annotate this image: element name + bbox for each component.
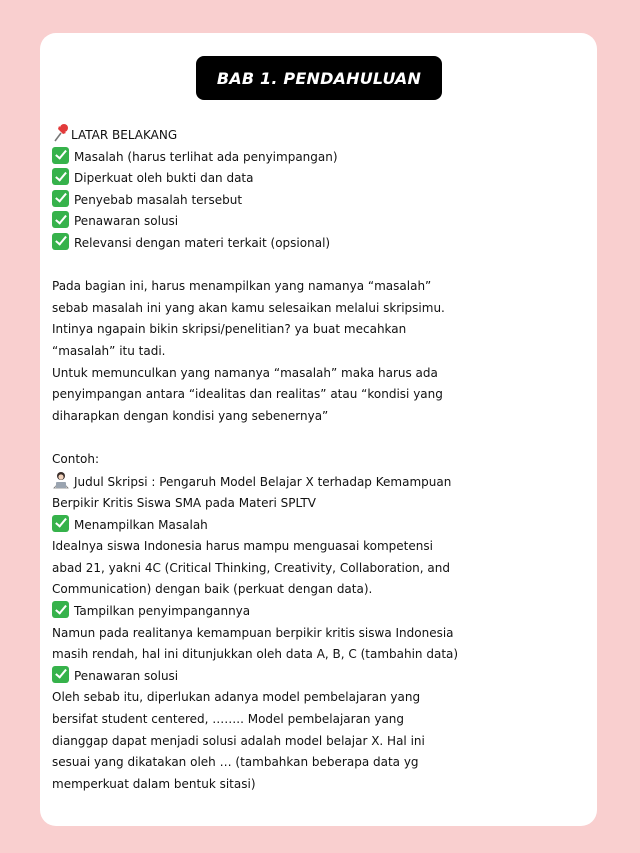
paragraph-line: sebab masalah ini yang akan kamu selesaikan melalui skripsimu. [52, 300, 445, 315]
checklist-item: Masalah (harus terlihat ada penyimpangan) [52, 147, 592, 169]
paragraph-line: Pada bagian ini, harus menampilkan yang namanya “masalah” [52, 279, 432, 294]
step-heading: Penawaran solusi [52, 666, 592, 688]
step-heading: Tampilkan penyimpangannya [52, 601, 592, 623]
person-with-laptop-icon [52, 471, 70, 489]
paragraph-line: memperkuat dalam bentuk sitasi) [52, 776, 256, 791]
example-title-line: Berpikir Kritis Siswa SMA pada Materi SPLTV [52, 496, 317, 511]
example-title-line: Judul Skripsi : Pengaruh Model Belajar X terhadap Kemampuan [52, 471, 592, 494]
check-mark-icon [52, 515, 69, 532]
paragraph-line: abad 21, yakni 4C (Critical Thinking, Creativity, Collaboration, and [52, 560, 450, 575]
paragraph-line: dianggap dapat menjadi solusi adalah model belajar X. Hal ini [52, 733, 425, 748]
check-mark-icon [52, 601, 69, 618]
check-mark-icon [52, 233, 69, 250]
paragraph-line: Idealnya siswa Indonesia harus mampu menguasai kompetensi [52, 539, 433, 554]
section-heading: LATAR BELAKANG [71, 128, 178, 142]
check-mark-icon [52, 666, 69, 683]
paragraph-line: diharapkan dengan kondisi yang sebenernya” [52, 408, 329, 423]
checklist-item: Relevansi dengan materi terkait (opsional) [52, 233, 592, 255]
check-mark-icon [52, 211, 69, 228]
paragraph-line: masih rendah, hal ini ditunjukkan oleh data A, B, C (tambahin data) [52, 647, 459, 662]
check-mark-icon [52, 168, 69, 185]
section-heading-line [52, 123, 592, 147]
step-heading: Menampilkan Masalah [52, 515, 592, 537]
document-body [52, 123, 592, 795]
paragraph-line: sesuai yang dikatakan oleh … (tambahkan beberapa data yg [52, 755, 419, 770]
title-banner [196, 56, 442, 100]
paragraph-line: Untuk memunculkan yang namanya “masalah” maka harus ada [52, 365, 438, 380]
checklist-item: Diperkuat oleh bukti dan data [52, 168, 592, 190]
paragraph-line: penyimpangan antara “idealitas dan realitas” atau “kondisi yang [52, 387, 443, 402]
checklist-item: Penawaran solusi [52, 211, 592, 233]
example-label: Contoh: [52, 451, 100, 466]
paragraph-line: Intinya ngapain bikin skripsi/penelitian? ya buat mecahkan [52, 322, 407, 337]
check-mark-icon [52, 190, 69, 207]
paragraph-line: bersifat student centered, …….. Model pembelajaran yang [52, 712, 405, 727]
paragraph-line: “masalah” itu tadi. [52, 343, 166, 358]
check-mark-icon [52, 147, 69, 164]
page-title: BAB 1. PENDAHULUAN [216, 68, 422, 88]
paragraph-line: Communication) dengan baik (perkuat dengan data). [52, 582, 373, 597]
pushpin-icon [52, 123, 69, 143]
content-card [40, 33, 597, 826]
paragraph-line: Oleh sebab itu, diperlukan adanya model pembelajaran yang [52, 690, 421, 705]
checklist-item: Penyebab masalah tersebut [52, 190, 592, 212]
paragraph-line: Namun pada realitanya kemampuan berpikir kritis siswa Indonesia [52, 625, 454, 640]
